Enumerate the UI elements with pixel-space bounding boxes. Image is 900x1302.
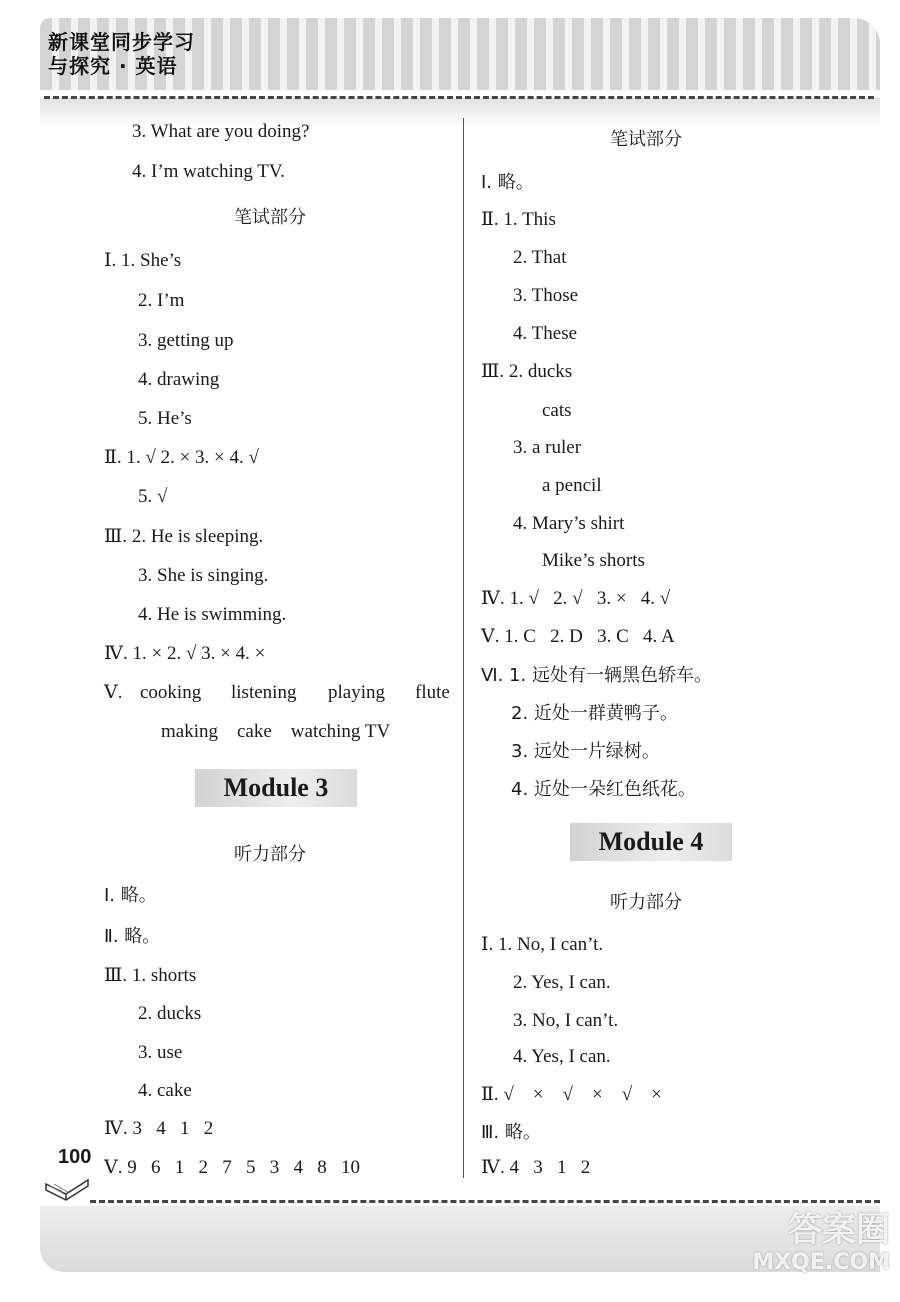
answer-line-number: Ⅴ. bbox=[104, 682, 123, 703]
section-title-listening: 听力部分 bbox=[234, 844, 306, 865]
answer-line: 3. No, I can’t. bbox=[513, 1010, 619, 1031]
answer-line: 2. I’m bbox=[138, 290, 185, 311]
footer-dashed-rule bbox=[90, 1200, 880, 1203]
answer-line: cats bbox=[542, 400, 572, 421]
answer-line: 5. He’s bbox=[138, 408, 192, 429]
answer-line: Ⅳ. 1. √ 2. √ 3. × 4. √ bbox=[481, 588, 671, 609]
answer-line: 3. She is singing. bbox=[138, 565, 269, 586]
answer-line: Ⅳ. 4 3 1 2 bbox=[481, 1157, 591, 1178]
answer-line: 3. What are you doing? bbox=[132, 121, 310, 142]
answer-line: 3. getting up bbox=[138, 330, 234, 351]
answer-line: Ⅵ. 1. 远处有一辆黑色轿车。 bbox=[481, 665, 712, 686]
answer-line: Ⅲ. 1. shorts bbox=[104, 965, 197, 986]
answer-line: 2. Yes, I can. bbox=[513, 972, 611, 993]
answer-line: Ⅱ. √ × √ × √ × bbox=[481, 1084, 662, 1105]
answer-line: Ⅲ. 略。 bbox=[481, 1122, 541, 1143]
answer-line: Ⅰ. 略。 bbox=[481, 172, 534, 193]
answer-line: 4. I’m watching TV. bbox=[132, 161, 285, 182]
answer-line: 4. Yes, I can. bbox=[513, 1046, 611, 1067]
answer-line: 4. Mary’s shirt bbox=[513, 513, 625, 534]
column-divider bbox=[463, 118, 464, 1178]
answer-line: 3. Those bbox=[513, 285, 579, 306]
answer-word: flute bbox=[415, 682, 450, 703]
watermark-url: MXQE.COM bbox=[752, 1250, 890, 1275]
watermark-logo-text: 答案圈 bbox=[788, 1210, 890, 1250]
answer-line: Ⅳ. 3 4 1 2 bbox=[104, 1118, 214, 1139]
page-number: 100 bbox=[58, 1146, 92, 1168]
answer-line: Ⅱ. 1. This bbox=[481, 209, 556, 230]
book-title bbox=[48, 30, 195, 78]
answer-line: 3. 远处一片绿树。 bbox=[511, 741, 660, 762]
section-title-written: 笔试部分 bbox=[234, 207, 306, 228]
answer-line: Ⅲ. 2. He is sleeping. bbox=[104, 526, 264, 547]
answer-line: Mike’s shorts bbox=[542, 550, 645, 571]
answer-line: 4. cake bbox=[138, 1080, 192, 1101]
section-title-written: 笔试部分 bbox=[610, 129, 682, 150]
answer-line: Ⅰ. 1. No, I can’t. bbox=[481, 934, 604, 955]
answer-word: cooking bbox=[140, 682, 202, 703]
answer-line: Ⅳ. 1. × 2. √ 3. × 4. × bbox=[104, 643, 266, 664]
answer-line: 4. drawing bbox=[138, 369, 220, 390]
answer-line: 4. He is swimming. bbox=[138, 604, 287, 625]
answer-line: 2. That bbox=[513, 247, 567, 268]
answer-line: Ⅴ. 9 6 1 2 7 5 3 4 8 10 bbox=[104, 1157, 360, 1178]
answer-line: Ⅱ. 1. √ 2. × 3. × 4. √ bbox=[104, 447, 259, 468]
answer-line: Ⅴ. 1. C 2. D 3. C 4. A bbox=[481, 626, 675, 647]
answer-line: 2. ducks bbox=[138, 1003, 202, 1024]
answer-line: Ⅱ. 略。 bbox=[104, 926, 161, 947]
answer-line: 4. These bbox=[513, 323, 578, 344]
module-3-heading: Module 3 bbox=[195, 769, 357, 807]
open-book-icon bbox=[44, 1170, 90, 1204]
book-title-line1: 新课堂同步学习 bbox=[48, 30, 195, 54]
section-title-listening: 听力部分 bbox=[610, 892, 682, 913]
answer-line: Ⅰ. 略。 bbox=[104, 885, 157, 906]
watermark bbox=[730, 1210, 890, 1276]
answer-line: 4. 近处一朵红色纸花。 bbox=[511, 779, 696, 800]
answer-line: 2. 近处一群黄鸭子。 bbox=[511, 703, 678, 724]
answer-line: 3. use bbox=[138, 1042, 183, 1063]
answer-line: 3. a ruler bbox=[513, 437, 582, 458]
header-dashed-rule bbox=[44, 96, 874, 99]
answer-line: a pencil bbox=[542, 475, 602, 496]
book-title-line2: 与探究 · 英语 bbox=[48, 54, 178, 78]
answer-line: Ⅲ. 2. ducks bbox=[481, 361, 573, 382]
module-4-heading: Module 4 bbox=[570, 823, 732, 861]
answer-word: listening bbox=[231, 682, 297, 703]
answer-line: 5. √ bbox=[138, 486, 168, 507]
answer-line: Ⅰ. 1. She’s bbox=[104, 250, 182, 271]
answer-line: making cake watching TV bbox=[161, 721, 391, 742]
answer-word: playing bbox=[328, 682, 385, 703]
